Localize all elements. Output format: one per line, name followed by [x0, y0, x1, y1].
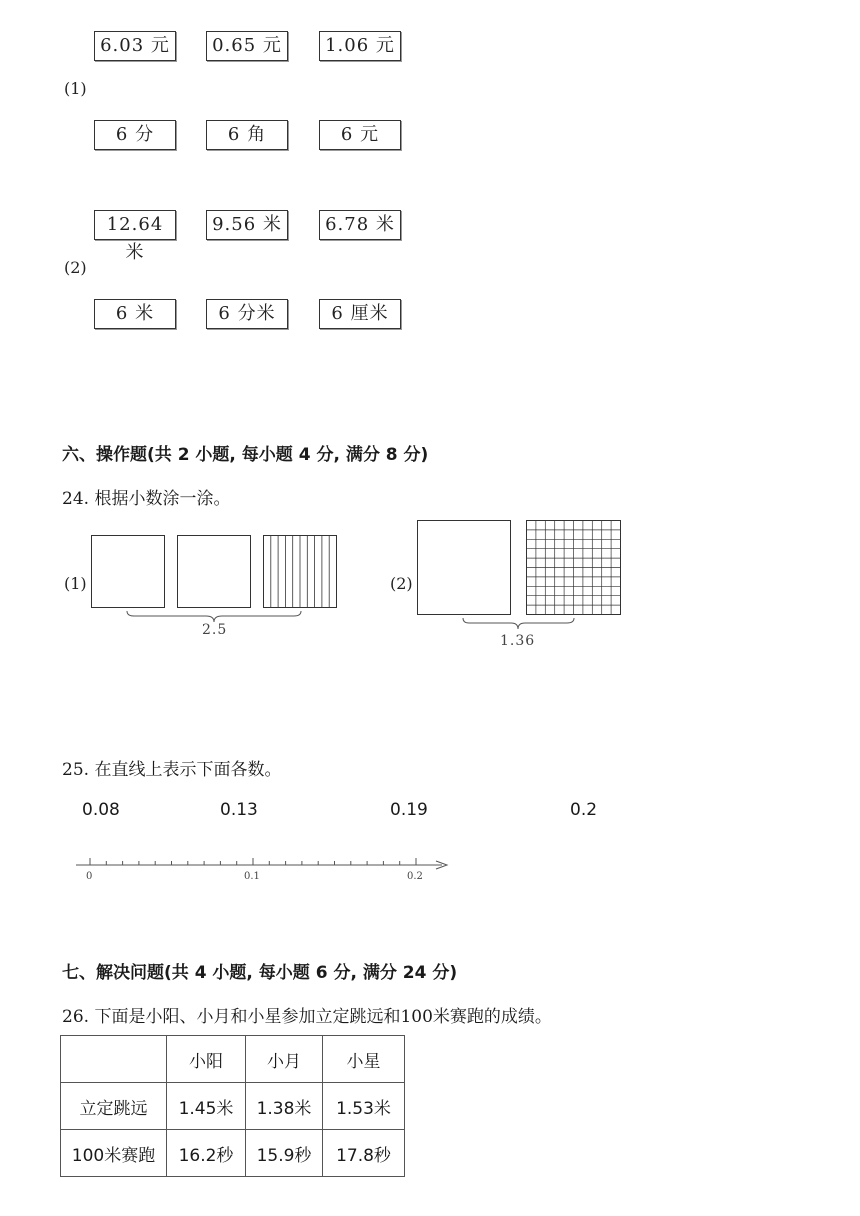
number-item: 0.13 [220, 800, 258, 820]
part-label: (2) [390, 574, 413, 593]
number-item: 0.08 [82, 800, 120, 820]
table-cell: 小星 [323, 1036, 405, 1083]
score-table [60, 1035, 405, 1177]
option-box: 12.64 米 [94, 210, 176, 240]
option-box: 9.56 米 [206, 210, 288, 240]
option-box: 0.65 元 [206, 31, 288, 61]
table-cell [61, 1036, 167, 1083]
value-label: 1.36 [500, 633, 536, 649]
axis-label: 0.1 [244, 871, 260, 882]
brace-2 [462, 617, 575, 631]
unit-square [417, 520, 511, 615]
value-label: 2.5 [202, 622, 228, 638]
table-cell: 小阳 [167, 1036, 246, 1083]
table-cell: 1.45米 [167, 1083, 246, 1130]
table-cell: 16.2秒 [167, 1130, 246, 1177]
number-item: 0.2 [570, 800, 598, 820]
unit-square [91, 535, 165, 608]
number-item: 0.19 [390, 800, 428, 820]
axis-label: 0.2 [407, 871, 423, 882]
part-label: (1) [64, 79, 87, 98]
section-heading: 六、操作题(共 2 小题, 每小题 4 分, 满分 8 分) [62, 445, 429, 465]
question-text: 24. 根据小数涂一涂。 [62, 489, 231, 509]
option-box: 6 厘米 [319, 299, 401, 329]
table-cell: 小月 [246, 1036, 323, 1083]
part-label: (2) [64, 258, 87, 277]
axis-label: 0 [86, 871, 93, 882]
table-row [61, 1036, 405, 1083]
table-cell: 立定跳远 [61, 1083, 167, 1130]
option-box: 6 米 [94, 299, 176, 329]
hundredths-square [526, 520, 622, 616]
question-text: 25. 在直线上表示下面各数。 [62, 760, 282, 780]
tenths-square [263, 535, 338, 609]
section-heading: 七、解决问题(共 4 小题, 每小题 6 分, 满分 24 分) [62, 963, 458, 983]
table-row [61, 1083, 405, 1130]
option-box: 6 分 [94, 120, 176, 150]
table-cell: 100米赛跑 [61, 1130, 167, 1177]
table-cell: 15.9秒 [246, 1130, 323, 1177]
table-row [61, 1130, 405, 1177]
part-label: (1) [64, 574, 87, 593]
number-line [72, 852, 452, 872]
option-box: 6 分米 [206, 299, 288, 329]
option-box: 6 元 [319, 120, 401, 150]
question-text: 26. 下面是小阳、小月和小星参加立定跳远和100米赛跑的成绩。 [62, 1007, 552, 1027]
table-cell: 1.53米 [323, 1083, 405, 1130]
option-box: 1.06 元 [319, 31, 401, 61]
option-box: 6 角 [206, 120, 288, 150]
table-cell: 17.8秒 [323, 1130, 405, 1177]
unit-square [177, 535, 251, 608]
table-cell: 1.38米 [246, 1083, 323, 1130]
option-box: 6.78 米 [319, 210, 401, 240]
option-box: 6.03 元 [94, 31, 176, 61]
